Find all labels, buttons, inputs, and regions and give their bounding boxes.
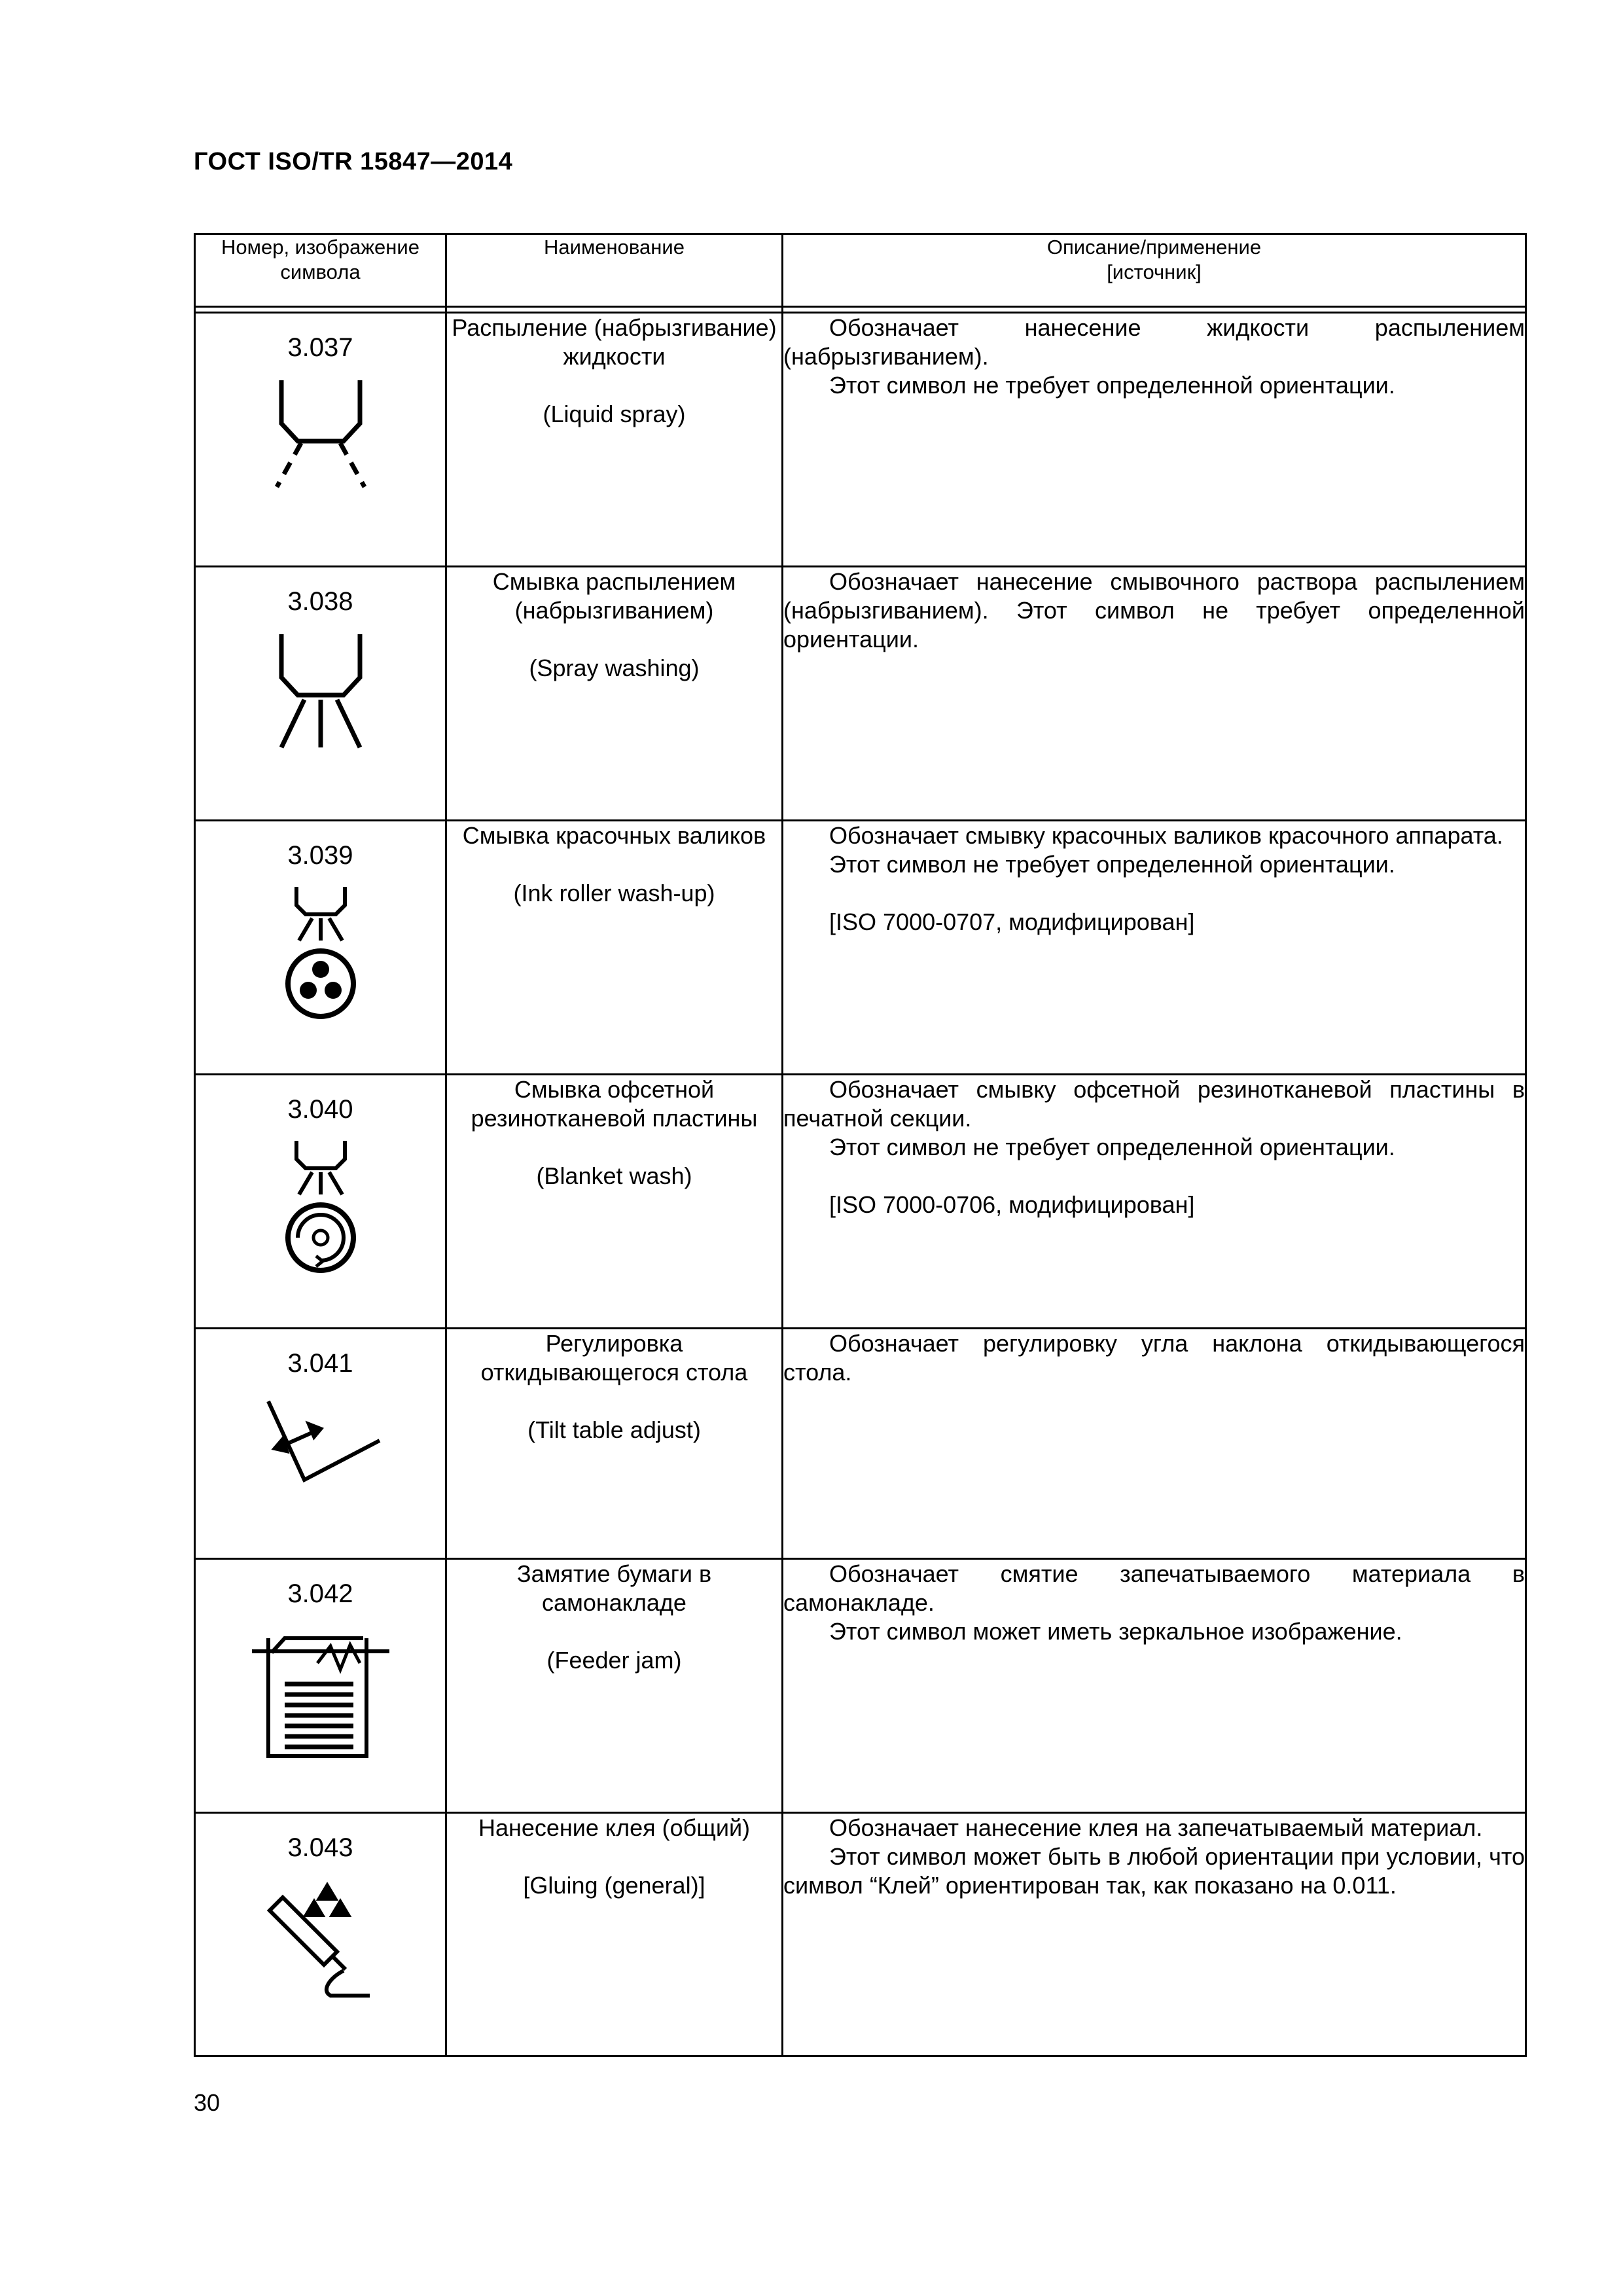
symbol-description: Обозначает смятие запечатываемого материала в самонакладе.	[783, 1560, 1525, 1616]
symbols-table	[194, 233, 1527, 2057]
symbol-name-ru: Смывка распылением (набрызгиванием)	[492, 568, 736, 624]
symbol-name-en: (Feeder jam)	[546, 1647, 682, 1674]
symbol-orientation-note: Этот символ не требует определенной ориентации.	[829, 372, 1395, 399]
gluing-general-icon	[255, 1873, 386, 2003]
symbol-name-ru: Нанесение клея (общий)	[478, 1814, 751, 1841]
liquid-spray-icon	[265, 372, 376, 503]
table-header-row	[195, 234, 1526, 307]
symbol-name-en: [Gluing (general)]	[523, 1872, 705, 1899]
column-header-description-line2: [источник]	[1107, 260, 1202, 283]
feeder-jam-icon	[245, 1619, 396, 1763]
column-header-description	[783, 234, 1526, 307]
symbol-name-en: (Tilt table adjust)	[527, 1416, 701, 1443]
symbol-name-ru: Замятие бумаги в самонакладе	[516, 1560, 712, 1616]
symbol-number: 3.038	[287, 587, 353, 616]
column-header-description-line1: Описание/применение	[1046, 236, 1262, 259]
symbol-name-ru: Регулировка откидывающегося стола	[480, 1330, 748, 1386]
ink-roller-wash-up-icon	[278, 880, 363, 1024]
symbol-name-en: (Ink roller wash-up)	[513, 880, 715, 906]
symbol-name-en: (Spray washing)	[529, 655, 700, 681]
symbol-description: Обозначает смывку красочных валиков красочного аппарата.	[829, 822, 1503, 849]
blanket-wash-icon	[278, 1134, 363, 1278]
table-row	[195, 567, 1526, 821]
table-row	[195, 1559, 1526, 1813]
symbol-number: 3.040	[287, 1095, 353, 1124]
symbol-mirror-note: Этот символ может иметь зеркальное изображение.	[829, 1618, 1402, 1645]
symbol-description: Обозначает нанесение жидкости распылением (набрызгиванием).	[783, 314, 1525, 370]
column-header-number: Номер, изображение символа	[195, 234, 446, 307]
symbol-description: Обозначает смывку офсетной резинотканевой пластины в печатной секции.	[783, 1076, 1525, 1132]
symbol-name-en: (Blanket wash)	[536, 1162, 692, 1189]
symbol-orientation-note: Этот символ не требует определенной ориентации.	[829, 851, 1395, 878]
symbol-number: 3.042	[287, 1579, 353, 1608]
symbol-number: 3.043	[287, 1833, 353, 1862]
symbol-number: 3.037	[287, 333, 353, 362]
symbol-orientation-note: Этот символ не требует определенной ориентации.	[829, 1134, 1395, 1160]
symbol-description: Обозначает нанесение смывочного раствора распылением (набрызгиванием). Этот символ не требует определенной ориентации.	[783, 568, 1525, 653]
symbol-description: Обозначает регулировку угла наклона откидывающегося стола.	[783, 1330, 1525, 1386]
table-row	[195, 313, 1526, 567]
tilt-table-adjust-icon	[255, 1388, 386, 1493]
column-header-name: Наименование	[446, 234, 783, 307]
symbol-source: [ISO 7000-0706, модифицирован]	[829, 1191, 1195, 1218]
table-row	[195, 1075, 1526, 1329]
spray-washing-icon	[265, 626, 376, 757]
page-number: 30	[194, 2089, 221, 2116]
symbol-name-ru: Распыление (набрызгивание) жидкости	[452, 314, 777, 370]
symbol-name-en: (Liquid spray)	[543, 401, 686, 427]
table-row	[195, 1329, 1526, 1559]
symbol-number: 3.039	[287, 841, 353, 870]
header-double-rule	[195, 307, 1526, 313]
document-header: ГОСТ ISO/TR 15847—2014	[194, 148, 513, 175]
symbol-number: 3.041	[287, 1349, 353, 1378]
symbol-name-ru: Смывка офсетной резинотканевой пластины	[471, 1076, 758, 1132]
table-row	[195, 1813, 1526, 2056]
symbol-orientation-note: Этот символ может быть в любой ориентации при условии, что символ “Клей” ориентирован так, как показано на 0.011.	[783, 1843, 1525, 1899]
symbol-description: Обозначает нанесение клея на запечатываемый материал.	[829, 1814, 1483, 1841]
table-row	[195, 821, 1526, 1075]
symbol-name-ru: Смывка красочных валиков	[462, 822, 766, 849]
symbol-source: [ISO 7000-0707, модифицирован]	[829, 908, 1195, 935]
